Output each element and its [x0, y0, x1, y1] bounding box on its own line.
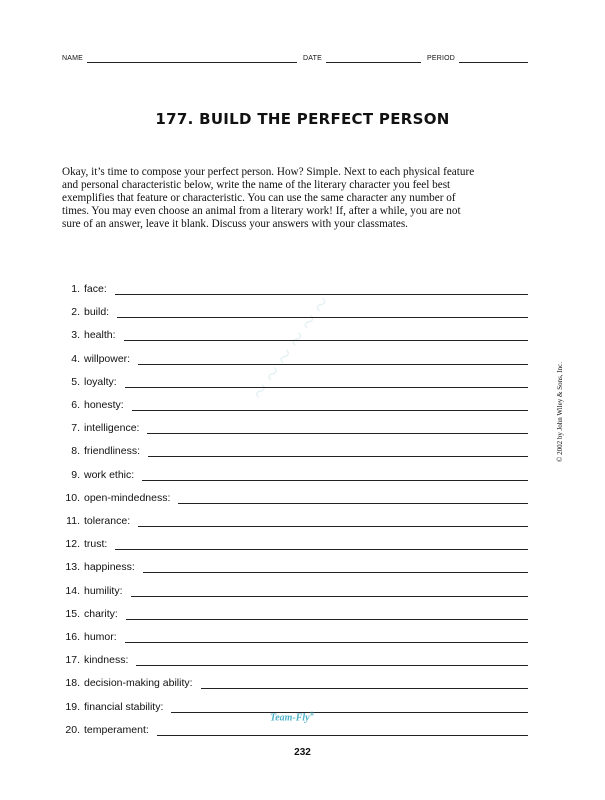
characteristic-row	[62, 441, 528, 457]
characteristic-label: temperament:	[84, 723, 149, 736]
intro-line: sure of an answer, leave it blank. Discuss your answers with your classmates.	[62, 218, 408, 231]
characteristic-row	[62, 650, 528, 666]
answer-line[interactable]	[142, 473, 528, 481]
answer-line[interactable]	[157, 728, 528, 736]
answer-line[interactable]	[171, 705, 528, 713]
date-field[interactable]	[326, 54, 421, 63]
page-number: 232	[294, 747, 311, 758]
characteristic-label: build:	[84, 306, 110, 319]
characteristic-row	[62, 302, 528, 318]
item-number: 18.	[65, 677, 80, 690]
item-number: 19.	[65, 700, 80, 713]
characteristic-label: work ethic:	[84, 468, 135, 481]
characteristic-row	[62, 325, 528, 341]
item-number: 9.	[71, 468, 80, 481]
answer-line[interactable]	[143, 565, 528, 573]
name-label: NAME	[62, 55, 84, 62]
answer-line[interactable]	[124, 333, 528, 341]
student-info-header	[62, 54, 528, 63]
page-title: 177. BUILD THE PERFECT PERSON	[155, 110, 450, 128]
answer-line[interactable]	[115, 542, 528, 550]
name-field[interactable]	[87, 54, 297, 63]
characteristic-label: willpower:	[84, 352, 131, 365]
faint-watermark-decoration: ~~~~~~	[243, 284, 343, 407]
registered-mark: ®	[309, 712, 315, 718]
item-number: 16.	[65, 631, 80, 643]
characteristic-row	[62, 349, 528, 365]
item-number: 15.	[65, 607, 80, 620]
characteristic-label: humor:	[84, 631, 117, 643]
watermark-text: Team-Fly	[270, 712, 310, 724]
answer-line[interactable]	[132, 403, 528, 411]
answer-line[interactable]	[125, 380, 528, 388]
date-label: DATE	[303, 55, 322, 62]
characteristic-row	[62, 604, 528, 620]
answer-line[interactable]	[147, 426, 528, 434]
item-number: 11.	[66, 515, 80, 527]
item-number: 3.	[71, 329, 80, 342]
characteristic-label: humility:	[84, 584, 123, 597]
characteristic-row	[62, 418, 528, 434]
characteristic-row	[62, 581, 528, 597]
characteristic-label: happiness:	[84, 561, 135, 574]
characteristic-row	[62, 511, 528, 527]
characteristic-label: kindness:	[84, 654, 129, 667]
characteristic-label: intelligence:	[84, 422, 140, 435]
characteristic-label: honesty:	[84, 399, 124, 411]
characteristic-row	[62, 534, 528, 550]
answer-line[interactable]	[126, 612, 528, 620]
item-number: 12.	[65, 538, 80, 551]
characteristic-row	[62, 627, 528, 643]
item-number: 8.	[71, 445, 80, 458]
period-field[interactable]	[459, 54, 528, 63]
characteristic-row	[62, 372, 528, 388]
item-number: 17.	[65, 654, 80, 667]
answer-line[interactable]	[131, 589, 528, 597]
intro-line: Okay, it’s time to compose your perfect person. How? Simple. Next to each physical feature	[62, 166, 475, 178]
characteristic-label: trust:	[84, 538, 108, 551]
characteristic-label: loyalty:	[84, 375, 117, 388]
item-number: 7.	[71, 422, 80, 435]
answer-line[interactable]	[148, 449, 528, 457]
characteristic-row	[62, 557, 528, 573]
answer-line[interactable]	[138, 519, 528, 527]
characteristic-label: face:	[84, 283, 107, 295]
team-fly-watermark	[270, 712, 314, 723]
period-label: PERIOD	[426, 55, 456, 62]
item-number: 10.	[65, 491, 80, 504]
characteristic-row	[62, 673, 528, 689]
answer-line[interactable]	[115, 287, 528, 295]
characteristic-label: financial stability:	[84, 700, 164, 713]
answer-line[interactable]	[136, 658, 528, 666]
item-number: 6.	[71, 399, 80, 411]
item-number: 4.	[71, 352, 80, 365]
characteristic-row	[62, 697, 528, 713]
intro-line: times. You may even choose an animal from a literary work! If, after a while, you are not	[62, 205, 461, 218]
answer-line[interactable]	[201, 681, 528, 689]
characteristic-label: tolerance:	[84, 515, 131, 527]
characteristic-row	[62, 465, 528, 481]
characteristic-label: charity:	[84, 607, 118, 620]
item-number: 13.	[65, 561, 80, 574]
characteristic-row	[62, 279, 528, 295]
intro-line: and personal characteristic below, write the name of the literary character you feel best	[62, 179, 451, 192]
characteristic-label: decision-making ability:	[84, 677, 193, 690]
characteristic-label: friendliness:	[84, 445, 141, 458]
characteristic-row	[62, 488, 528, 504]
characteristic-label: open-mindedness:	[84, 491, 171, 504]
item-number: 14.	[65, 584, 80, 597]
answer-line[interactable]	[178, 496, 528, 504]
answer-line[interactable]	[138, 357, 528, 365]
copyright-notice: © 2002 by John Wiley & Sons, Inc.	[556, 362, 564, 462]
instructions-paragraph	[62, 166, 528, 231]
item-number: 2.	[71, 306, 80, 319]
item-number: 1.	[71, 283, 80, 295]
item-number: 5.	[71, 375, 80, 388]
answer-line[interactable]	[125, 635, 528, 643]
answer-line[interactable]	[117, 310, 528, 318]
characteristic-row	[62, 395, 528, 411]
item-number: 20.	[65, 723, 80, 736]
intro-line: exemplifies that feature or characteristic. You can use the same character any number of	[62, 192, 456, 205]
characteristic-label: health:	[84, 329, 116, 342]
